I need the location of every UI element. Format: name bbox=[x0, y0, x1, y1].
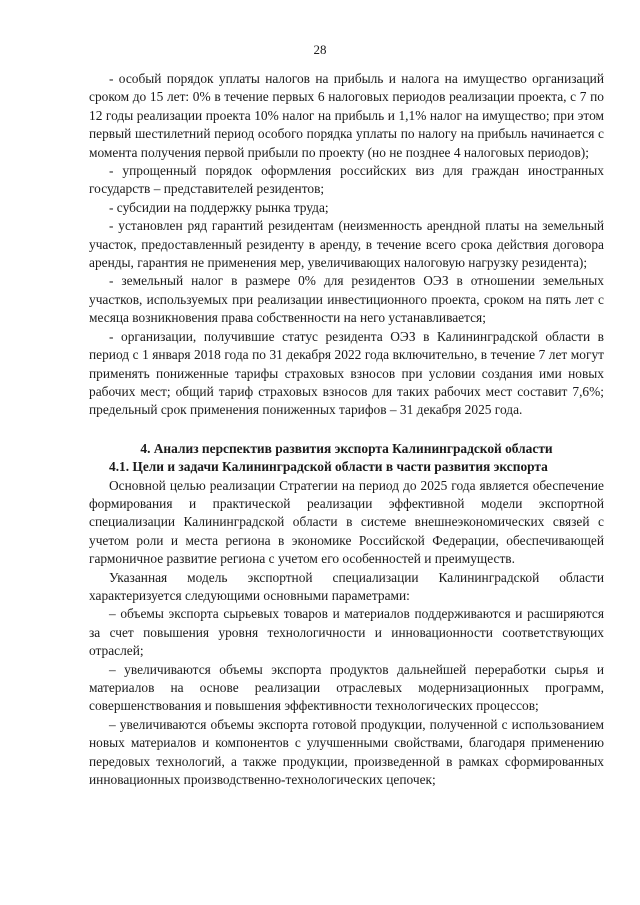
list-item-finished-goods-exports: – увеличиваются объемы экспорта готовой продукции, полученной с использованием новых материалов и компонентов с улучшенными свойствами, благодаря применению передовых технологий, а также продукции, произведенной в рамках сформированных инновационных производственно-технологических цепочек; bbox=[89, 716, 604, 788]
page-number: 28 bbox=[313, 42, 327, 57]
list-item-raw-exports: – объемы экспорта сырьевых товаров и материалов поддерживаются и расширяются за счет повышения уровня технологичности и инновационности соответствующих отраслей; bbox=[89, 606, 604, 659]
paragraph-insurance-rates: - организации, получившие статус резидента ОЭЗ в Калининградской области в период с 1 января 2018 года по 31 декабря 2022 года включительно, в течение 7 лет могут применять пониженные тарифы страховых взносов при условии создания ими новых рабочих мест; общий тариф страховых взносов для таких рабочих мест составит 7,6%; предельный срок применения пониженных тарифов – 31 декабря 2025 года. bbox=[89, 328, 604, 418]
paragraph-visa: - упрощенный порядок оформления российских виз для граждан иностранных государств – представителей резидентов; bbox=[89, 163, 604, 197]
document-body bbox=[89, 70, 604, 789]
section-spacer bbox=[89, 420, 604, 440]
paragraph-subsidies: - субсидии на поддержку рынка труда; bbox=[109, 199, 329, 215]
paragraph-land-tax: - земельный налог в размере 0% для резидентов ОЭЗ в отношении земельных участков, используемых при реализации инвестиционного проекта, сроком на пять лет с месяца возникновения права собственности на него устанавливается; bbox=[89, 273, 604, 326]
paragraph-main-goal: Основной целью реализации Стратегии на период до 2025 года является обеспечение формирования и практической реализации эффективной модели экспортной специализации Калининградской области в системе внешнеэкономических связей с учетом роли и места региона в экономике Российской Федерации, обеспечивающей гармоничное развитие региона с учетом его особенностей и преимуществ. bbox=[89, 477, 604, 567]
paragraph-tax-regime: - особый порядок уплаты налогов на прибыль и налога на имущество организаций сроком до 15 лет: 0% в течение первых 6 налоговых периодов реализации проекта, с 7 по 12 годы реализации проекта 10% налог на прибыль и 1,1% налог на имущество; при этом первый шестилетний период особого порядка уплаты по налогу на прибыль начинается с момента получения первой прибыли по проекту (но не позднее 4 налоговых периодов); bbox=[89, 71, 604, 160]
list-item-processed-exports: – увеличиваются объемы экспорта продуктов дальнейшей переработки сырья и материалов на основе реализации отраслевых модернизационных программ, совершенствования и повышения эффективности технологических процессов; bbox=[89, 661, 604, 714]
section-heading: 4. Анализ перспектив развития экспорта Калининградской области bbox=[140, 440, 553, 456]
paragraph-model-parameters: Указанная модель экспортной специализации Калининградской области характеризуется следующими основными параметрами: bbox=[89, 569, 604, 603]
section-subheading: 4.1. Цели и задачи Калининградской области в части развития экспорта bbox=[109, 459, 548, 475]
paragraph-guarantees: - установлен ряд гарантий резидентам (неизменность арендной платы на земельный участок, предоставленный резиденту в аренду, в течение всего срока действия договора аренды, гарантия не применения мер, увеличивающих налоговую нагрузку резидента); bbox=[89, 218, 604, 271]
